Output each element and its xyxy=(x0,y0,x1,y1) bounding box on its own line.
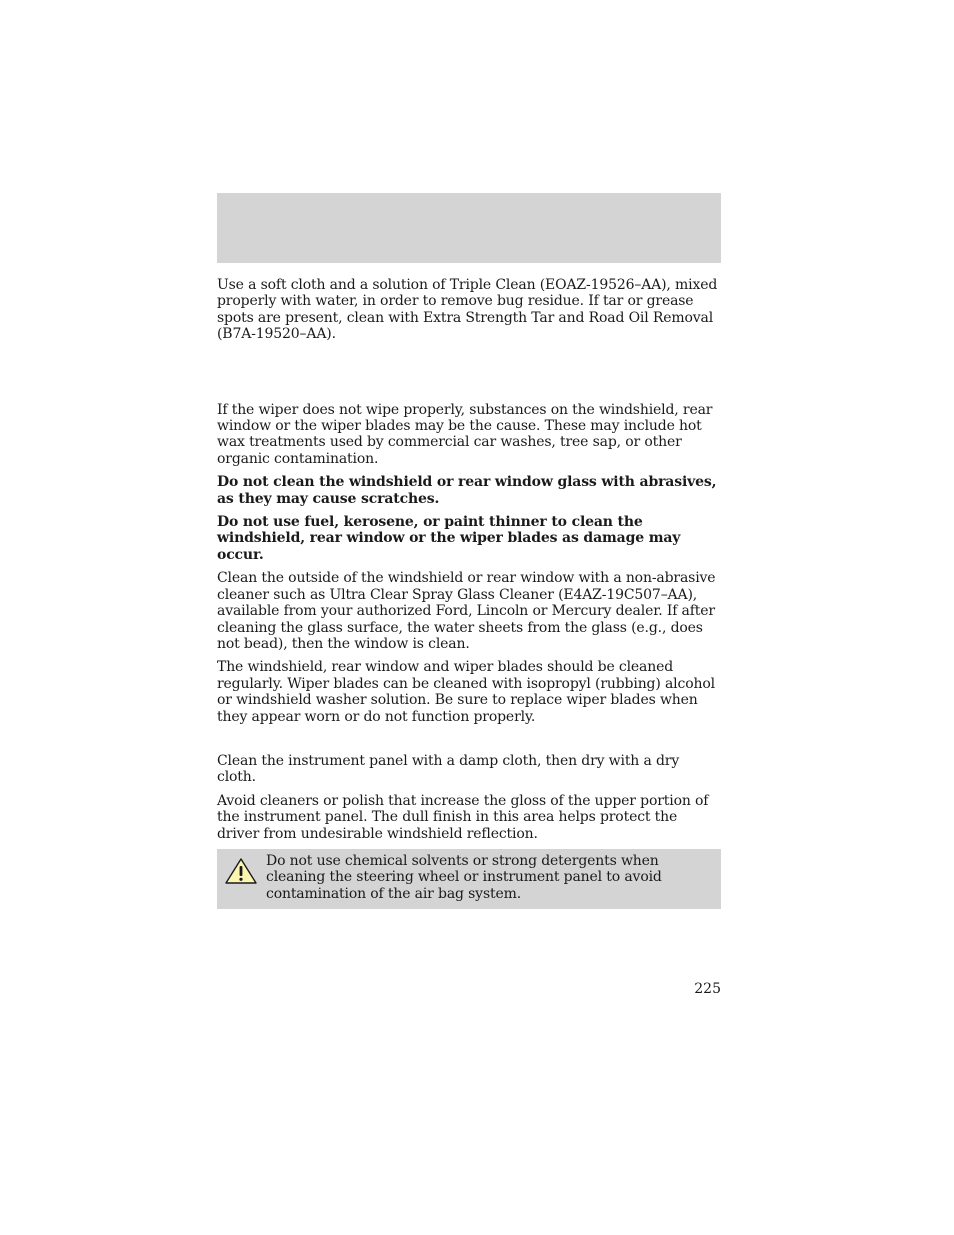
airbag-warning-text: Do not use chemical solvents or strong detergents when cleaning the steering wheel or instrument panel to avoid contamination of the air bag system. xyxy=(266,852,662,902)
instrument-panel-clean-paragraph: Clean the instrument panel with a damp cloth, then dry with a dry cloth. xyxy=(217,752,680,786)
fuel-caution: Do not use fuel, kerosene, or paint thinner to clean the windshield, rear window or the wiper blades as damage may occur. xyxy=(217,514,681,563)
page-content xyxy=(217,277,721,909)
airbag-warning-box xyxy=(217,849,721,909)
bug-residue-paragraph: Use a soft cloth and a solution of Triple Clean (EOAZ-19526–AA), mixed properly with water, in order to remove bug residue. If tar or grease spots are present, clean with Extra Strength Tar and Road Oil Removal (B7A-19520–AA). xyxy=(217,277,718,343)
section-gap xyxy=(217,732,721,753)
page-number: 225 xyxy=(694,981,721,997)
windshield-cleaning-paragraph: Clean the outside of the windshield or rear window with a non-abrasive cleaner such as Ultra Clear Spray Glass Cleaner (E4AZ-19C507–AA), available from your authorized Ford, Lincoln or Mercury dealer. If after cleaning the glass surface, the water sheets from the glass (e.g., does not bead), then the window is clean. xyxy=(217,570,716,652)
abrasives-caution: Do not clean the windshield or rear window glass with abrasives, as they may cause scratches. xyxy=(217,474,717,507)
windshield-intro-paragraph: If the wiper does not wipe properly, substances on the windshield, rear window or the wiper blades may be the cause. These may include hot wax treatments used by commercial car washes, tree sap, or other organic contamination. xyxy=(217,401,713,467)
warning-triangle-icon xyxy=(224,857,258,885)
instrument-panel-avoid-paragraph: Avoid cleaners or polish that increase the gloss of the upper portion of the instrument panel. The dull finish in this area helps protect the driver from undesirable windshield reflection. xyxy=(217,792,709,842)
section-gap xyxy=(217,350,721,402)
wiper-blades-paragraph: The windshield, rear window and wiper blades should be cleaned regularly. Wiper blades can be cleaned with isopropyl (rubbing) alcohol or windshield washer solution. Be sure to replace wiper blades when they appear worn or do not function properly. xyxy=(217,659,715,725)
header-band xyxy=(217,193,721,263)
